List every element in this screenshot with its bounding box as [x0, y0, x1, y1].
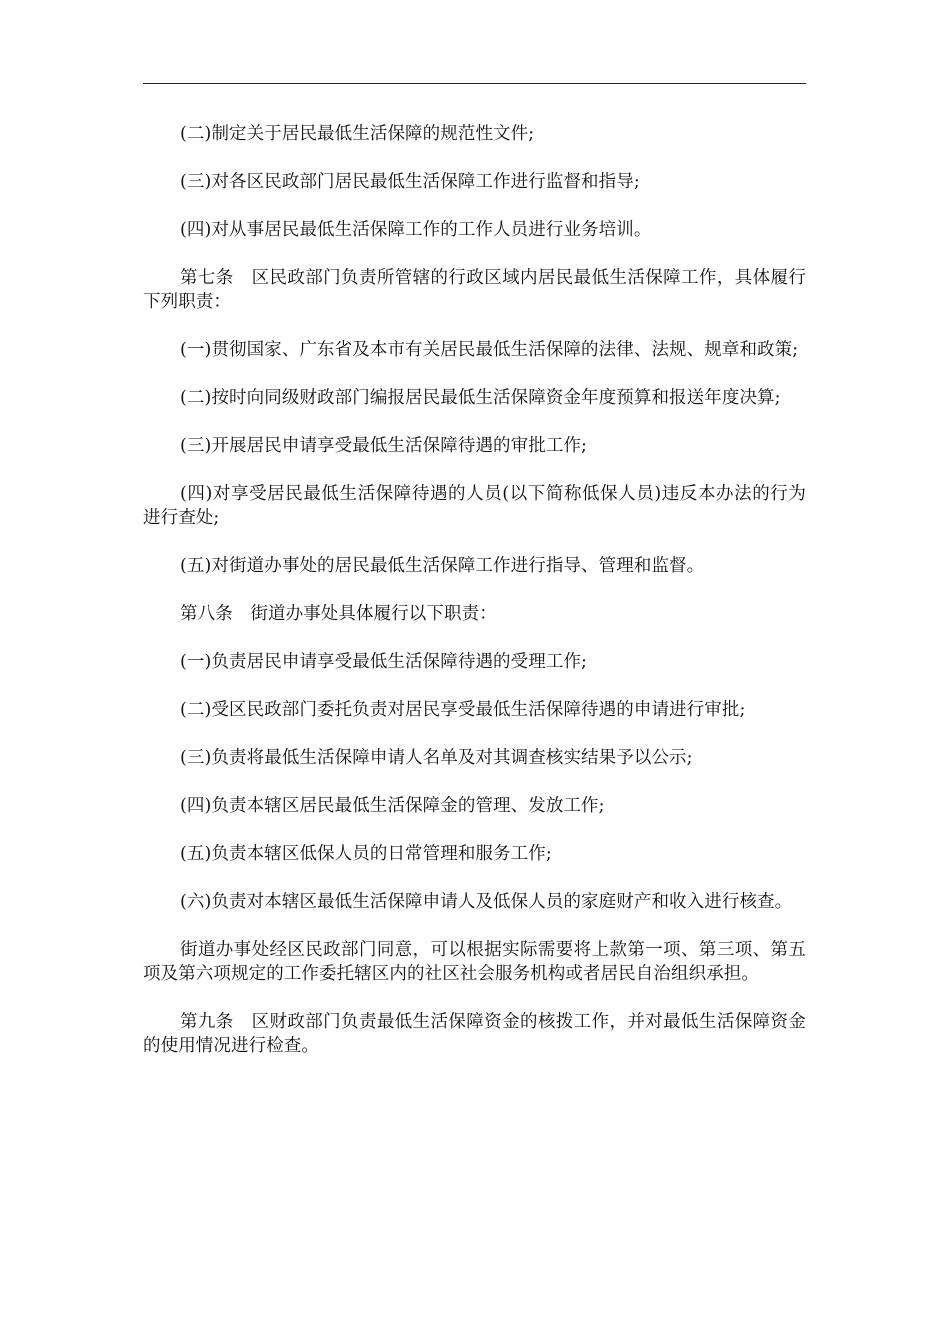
- article-7-item-4: (四)对享受居民最低生活保障待遇的人员(以下简称低保人员)违反本办法的行为进行查处;: [143, 484, 806, 528]
- document-body: [143, 122, 806, 1082]
- paragraph-item-4: (四)对从事居民最低生活保障工作的工作人员进行业务培训。: [180, 220, 652, 240]
- article-7: 第七条 区民政部门负责所管辖的行政区域内居民最低生活保障工作，具体履行下列职责：: [143, 268, 806, 312]
- article-8-item-2: (二)受区民政部门委托负责对居民享受最低生活保障待遇的申请进行审批;: [180, 700, 746, 720]
- article-8-item-5: (五)负责本辖区低保人员的日常管理和服务工作;: [180, 844, 552, 864]
- article-7-item-5: (五)对街道办事处的居民最低生活保障工作进行指导、管理和监督。: [180, 556, 705, 576]
- article-8-paragraph-2: 街道办事处经区民政部门同意，可以根据实际需要将上款第一项、第三项、第五项及第六项规定的工作委托辖区内的社区社会服务机构或者居民自治组织承担。: [143, 940, 806, 984]
- paragraph-item-2: (二)制定关于居民最低生活保障的规范性文件;: [180, 124, 535, 144]
- article-7-item-1: (一)贯彻国家、广东省及本市有关居民最低生活保障的法律、法规、规章和政策;: [180, 340, 799, 360]
- paragraph-item-3: (三)对各区民政部门居民最低生活保障工作进行监督和指导;: [180, 172, 640, 192]
- article-8-item-4: (四)负责本辖区居民最低生活保障金的管理、发放工作;: [180, 796, 605, 816]
- article-8-item-6: (六)负责对本辖区最低生活保障申请人及低保人员的家庭财产和收入进行核查。: [180, 892, 793, 912]
- article-8-item-3: (三)负责将最低生活保障申请人名单及对其调查核实结果予以公示;: [180, 748, 693, 768]
- article-8: 第八条 街道办事处具体履行以下职责：: [180, 604, 497, 624]
- article-7-item-3: (三)开展居民申请享受最低生活保障待遇的审批工作;: [180, 436, 588, 456]
- article-9: 第九条 区财政部门负责最低生活保障资金的核拨工作，并对最低生活保障资金的使用情况进行检查。: [143, 1012, 806, 1056]
- header-rule: [143, 83, 806, 84]
- article-8-item-1: (一)负责居民申请享受最低生活保障待遇的受理工作;: [180, 652, 588, 672]
- article-7-item-2: (二)按时向同级财政部门编报居民最低生活保障资金年度预算和报送年度决算;: [180, 388, 781, 408]
